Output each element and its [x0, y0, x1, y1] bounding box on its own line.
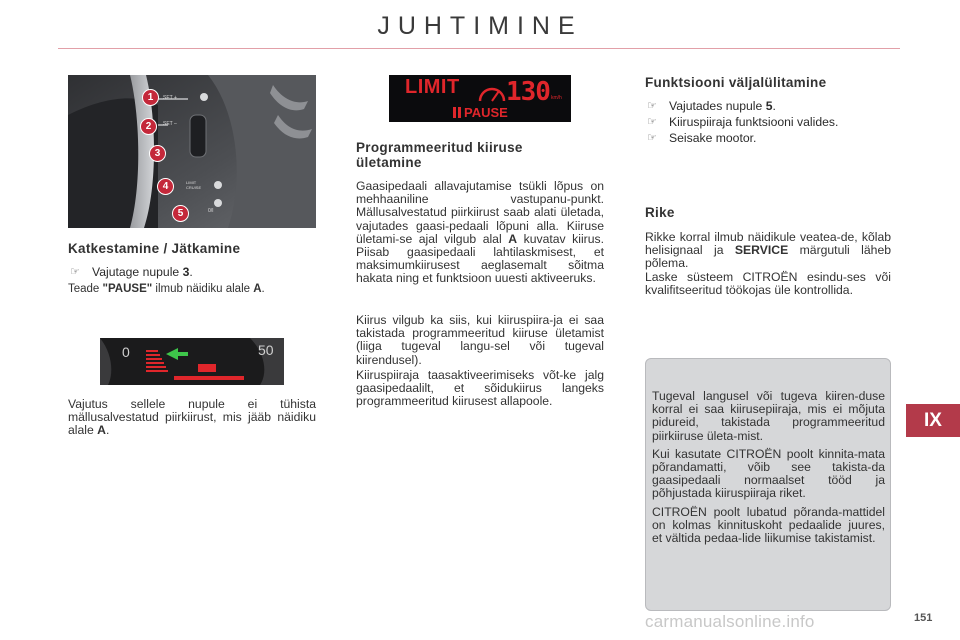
- note-paragraph-3: CITROËN poolt lubatud põranda-mattidel on kolmas kinnituskoht pedaalide juures, et vältida pedaa-lide liikumise takistamist.: [652, 504, 885, 546]
- paragraph-text: Gaasipedaali allavajutamise tsükli lõpus on mehhaaniline vastupanu-punkt. Mällusalvestatud piirkiirust saab alati ületada, vajutades gaasi-pedaali lõpuni alla. Kiiruse ületami-se ajal vilgub alal: [356, 179, 604, 246]
- col2-paragraph-3: Kiiruspiiraja taasaktiveerimiseks võt-ke jalg gaasipedaalilt, et sõidukiirus langeks programmeeritud kiirusest allapoole.: [356, 368, 604, 409]
- steering-controls-photo: [68, 75, 316, 228]
- col1-paragraph: [68, 398, 316, 438]
- bullet-text: Vajutades nupule: [669, 99, 766, 113]
- steering-tiny-label: SET +: [163, 95, 177, 101]
- col3-fault-paragraph-2: Laske süsteem CITROËN esindu-ses või kvalifitseeritud töökojas üle kontrollida.: [645, 270, 891, 298]
- pointer-icon: ☞: [70, 266, 80, 278]
- pause-message-line: [68, 283, 316, 296]
- button-number: 5: [765, 99, 773, 113]
- limit-label: LIMIT: [405, 76, 460, 98]
- limit-speed-value: 130: [506, 77, 550, 107]
- col3-fault-paragraph-1: [645, 231, 891, 271]
- gauge-number-left: 0: [122, 344, 130, 360]
- bullet-text: Seisake mootor.: [669, 131, 757, 145]
- line-text: ilmub näidiku alale: [152, 283, 254, 295]
- chapter-tab: IX: [906, 404, 960, 437]
- zone-letter: A: [253, 283, 262, 295]
- list-item: [645, 131, 891, 147]
- page-title: JUHTIMINE: [377, 12, 583, 40]
- page-number: 151: [914, 612, 933, 624]
- col2-paragraph-2: Kiirus vilgub ka siis, kui kiiruspiira-ja ei saa takistada programmeeritud kiiruse ületamist (liiga tugeval langu-sel või tugeval kiirendusel).: [356, 313, 604, 367]
- steering-photo-illustration: [68, 75, 316, 228]
- paragraph-text: märgutuli läheb põlema.: [645, 243, 891, 271]
- pause-label: PAUSE: [464, 105, 508, 120]
- control-badge-5: 5: [172, 205, 189, 222]
- list-item: [645, 115, 891, 131]
- pointer-icon: ☞: [647, 116, 657, 128]
- button-number: 3: [182, 265, 190, 279]
- zone-letter: A: [97, 423, 106, 438]
- pause-bars-icon: [453, 107, 462, 118]
- limit-display-photo: [389, 75, 571, 122]
- watermark: carmanualsonline.info: [645, 612, 815, 631]
- section-heading-pause-resume: Katkestamine / Jätkamine: [68, 241, 241, 256]
- paragraph-text: kuvatav kiirus. Piisab gaasipedaali lahtilaskmisest, et maksimumkiirusest aeglasemalt sõitma hakata ning et funktsioon uuesti aktiveeruks.: [356, 231, 604, 286]
- speedometer-icon: [477, 81, 507, 105]
- paragraph-end: .: [105, 423, 110, 438]
- steering-tiny-label: SET –: [163, 121, 177, 127]
- control-badge-3: 3: [149, 145, 166, 162]
- gauge-number-right: 50: [258, 342, 274, 358]
- steering-tiny-label: LIMIT CRUISE: [186, 180, 202, 190]
- list-item: [645, 99, 891, 115]
- service-keyword: SERVICE: [734, 243, 789, 258]
- control-badge-4: 4: [157, 178, 174, 195]
- note-paragraph-2: Kui kasutate CITROËN poolt kinnita-mata põrandamatti, võib see takista-da gaasipedaali normaalset tööd ja põhjustada kiiruspiiraja riket.: [652, 446, 885, 501]
- limit-speed-unit: km/h: [551, 95, 562, 101]
- gauge-display-photo: [100, 338, 284, 385]
- bullet-text: Kiiruspiiraja funktsiooni valides.: [669, 115, 839, 129]
- bullet-end: .: [189, 265, 193, 279]
- line-text: Teade: [68, 283, 103, 295]
- pointer-icon: ☞: [647, 132, 657, 144]
- line-end: .: [261, 283, 265, 295]
- warning-note-box: [645, 358, 891, 611]
- bullet-end: .: [772, 99, 776, 113]
- list-item: [68, 265, 316, 281]
- zone-letter: A: [508, 231, 518, 246]
- pause-keyword: "PAUSE": [102, 283, 153, 295]
- bullet-text: Vajutage nupule: [92, 265, 183, 279]
- paragraph-text: Vajutus sellele nupule ei tühista mällusalvestatud piirkiirust, mis jääb näidiku alale: [68, 397, 316, 438]
- pointer-icon: ☞: [647, 100, 657, 112]
- col2-paragraph-1: [356, 180, 604, 286]
- paragraph-text: Rikke korral ilmub näidikule veatea-de, kõlab helisignaal ja: [645, 230, 891, 258]
- control-badge-2: 2: [140, 118, 157, 135]
- steering-tiny-label: 0/I: [208, 208, 214, 214]
- note-paragraph-1: Tugeval langusel või tugeva kiiren-duse korral ei saa kiirusepiiraja, mis ei mõjuta pidureid, takistada programmeeritud piirkiiruse ületa-mist.: [652, 389, 885, 443]
- section-heading-disable: Funktsiooni väljalülitamine: [645, 75, 827, 90]
- section-heading-exceeding: Programmeeritud kiiruse ületamine: [356, 140, 523, 170]
- control-badge-1: 1: [142, 89, 159, 106]
- title-divider: [58, 48, 900, 49]
- section-heading-fault: Rike: [645, 205, 675, 220]
